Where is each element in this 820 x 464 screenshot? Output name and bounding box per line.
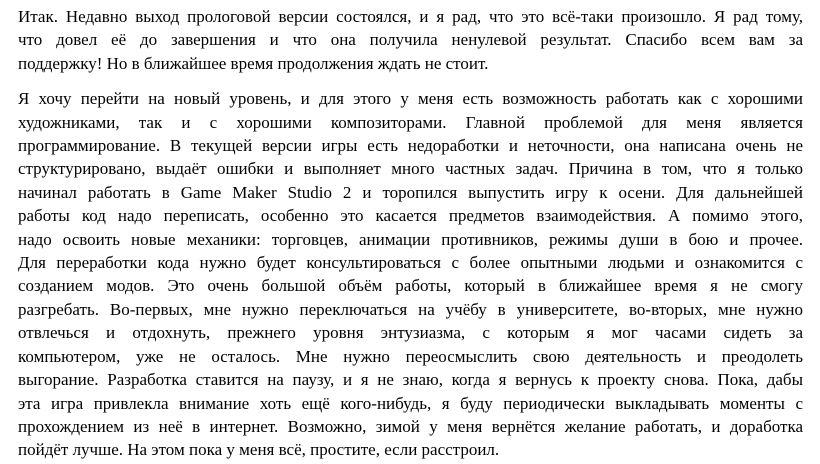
text-line: компьютером, уже не осталось. Мне нужно переосмыслить свою деятельность и преодолеть: [18, 346, 803, 366]
text-line: Я хочу перейти на новый уровень, и для этого у меня есть возможность работать как с хорошими: [18, 89, 803, 109]
text-line: художниками, так и с хорошими композиторами. Главной проблемой для меня является: [18, 112, 803, 132]
text-line: Для переработки кода нужно будет консультироваться с более опытными людьми и ознакомится с: [18, 253, 803, 273]
text-line: поддержку! Но в ближайшее время продолжения ждать не стоит.: [18, 53, 489, 73]
paragraph-intro: [18, 5, 803, 75]
text-line: что довел её до завершения и что она получила ненулевой результат. Спасибо всем вам за: [18, 30, 803, 50]
paragraph-main: [18, 87, 803, 462]
text-line: эта игра привлекла внимание хоть ещё кого-нибудь, я буду периодически выкладывать моменты с: [18, 393, 803, 413]
text-line: работы код надо переписать, особенно это касается предметов взаимодействия. А помимо этого,: [18, 206, 803, 226]
text-line: прохождением из неё в интернет. Возможно, зимой у меня вернётся желание работать, и доработка: [18, 416, 803, 436]
text-line: структурировано, выдаёт ошибки и выполняет много частных задач. Причина в том, что я только: [18, 159, 803, 179]
text-line: программирование. В текущей версии игры есть недоработки и неточности, она написана очень не: [18, 136, 803, 156]
text-line: Итак. Недавно выход прологовой версии состоялся, и я рад, что это всё-таки произошло. Я рад тому,: [18, 7, 803, 26]
text-line: отвлечься и отдохнуть, прежнего уровня энтузиазма, с которым я мог часами сидеть за: [18, 323, 803, 343]
text-line: пойдёт лучше. На этом пока у меня всё, простите, если расстроил.: [18, 440, 500, 460]
text-line: выгорание. Разработка ставится на паузу, и я не знаю, когда я вернусь к проекту снова. Пока, дабы: [18, 370, 803, 390]
text-line: разгребать. Во-первых, мне нужно переключаться на учёбу в университете, во-вторых, мне нужно: [18, 299, 803, 319]
text-line: созданием модов. Это очень большой объём работы, который в ближайшее время я не смогу: [18, 276, 803, 296]
text-line: надо освоить новые механики: торговцев, анимации противников, режимы души в бою и прочее.: [18, 229, 803, 249]
text-line: начинал работать в Game Maker Studio 2 и торопился выпустить игру к осени. Для дальнейшей: [18, 182, 803, 202]
